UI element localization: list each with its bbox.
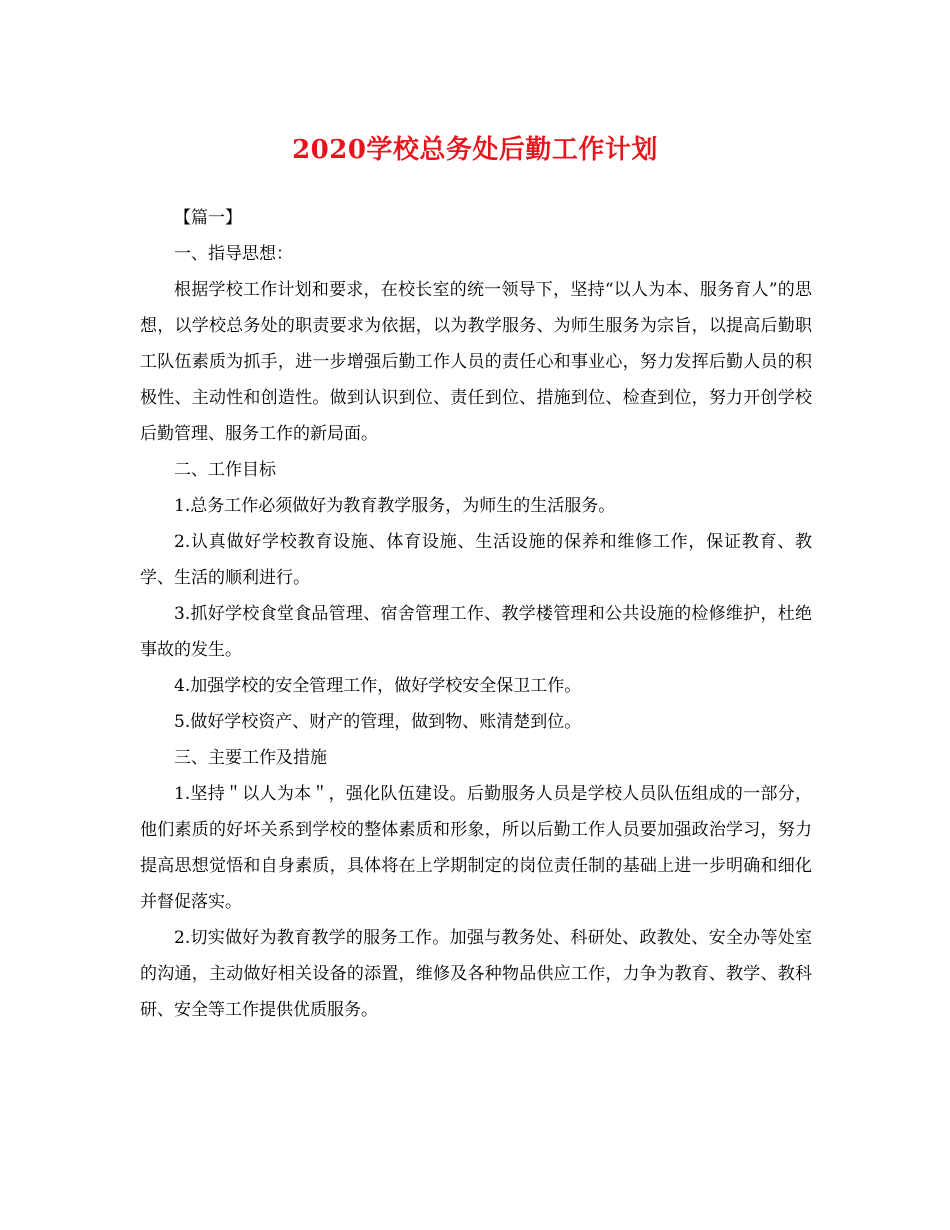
measure-item-1: 1.坚持＂以人为本＂，强化队伍建设。后勤服务人员是学校人员队伍组成的一部分，他们素质的好坏关系到学校的整体素质和形象，所以后勤工作人员要加强政治学习，努力提高思想觉悟和自身素质，具体将在上学期制定的岗位责任制的基础上进一步明确和细化并督促落实。 <box>140 784 812 912</box>
measure-item-2: 2.切实做好为教育教学的服务工作。加强与教务处、科研处、政教处、安全办等处室的沟通，主动做好相关设备的添置，维修及各种物品供应工作，力争为教育、教学、教科研、安全等工作提供优质服务。 <box>140 928 812 1020</box>
goal-item-4: 4.加强学校的安全管理工作，做好学校安全保卫工作。 <box>174 676 582 696</box>
paragraph-guiding-thought: 根据学校工作计划和要求，在校长室的统一领导下，坚持“以人为本、服务育人”的思想，以学校总务处的职责要求为依据，以为教学服务、为师生服务为宗旨，以提高后勤职工队伍素质为抓手，进一步增强后勤工作人员的责任心和事业心，努力发挥后勤人员的积极性、主动性和创造性。做到认识到位、责任到位、措施到位、检查到位，努力开创学校后勤管理、服务工作的新局面。 <box>140 280 812 444</box>
goal-item-3: 3.抓好学校食堂食品管理、宿舍管理工作、教学楼管理和公共设施的检修维护，杜绝事故的发生。 <box>140 604 812 660</box>
document-title: 2020学校总务处后勤工作计划 <box>292 135 658 165</box>
heading-main-work-measures: 三、主要工作及措施 <box>174 748 327 768</box>
document-body <box>140 200 812 1028</box>
goal-item-2: 2.认真做好学校教育设施、体育设施、生活设施的保养和维修工作，保证教育、教学、生活的顺利进行。 <box>140 532 812 588</box>
goal-item-5: 5.做好学校资产、财产的管理，做到物、账清楚到位。 <box>174 712 582 732</box>
heading-work-goals: 二、工作目标 <box>174 460 276 480</box>
goal-item-1: 1.总务工作必须做好为教育教学服务，为师生的生活服务。 <box>174 496 616 516</box>
section-label-pian-yi: 【篇一】 <box>174 208 242 228</box>
heading-guiding-thought: 一、指导思想： <box>174 244 293 264</box>
